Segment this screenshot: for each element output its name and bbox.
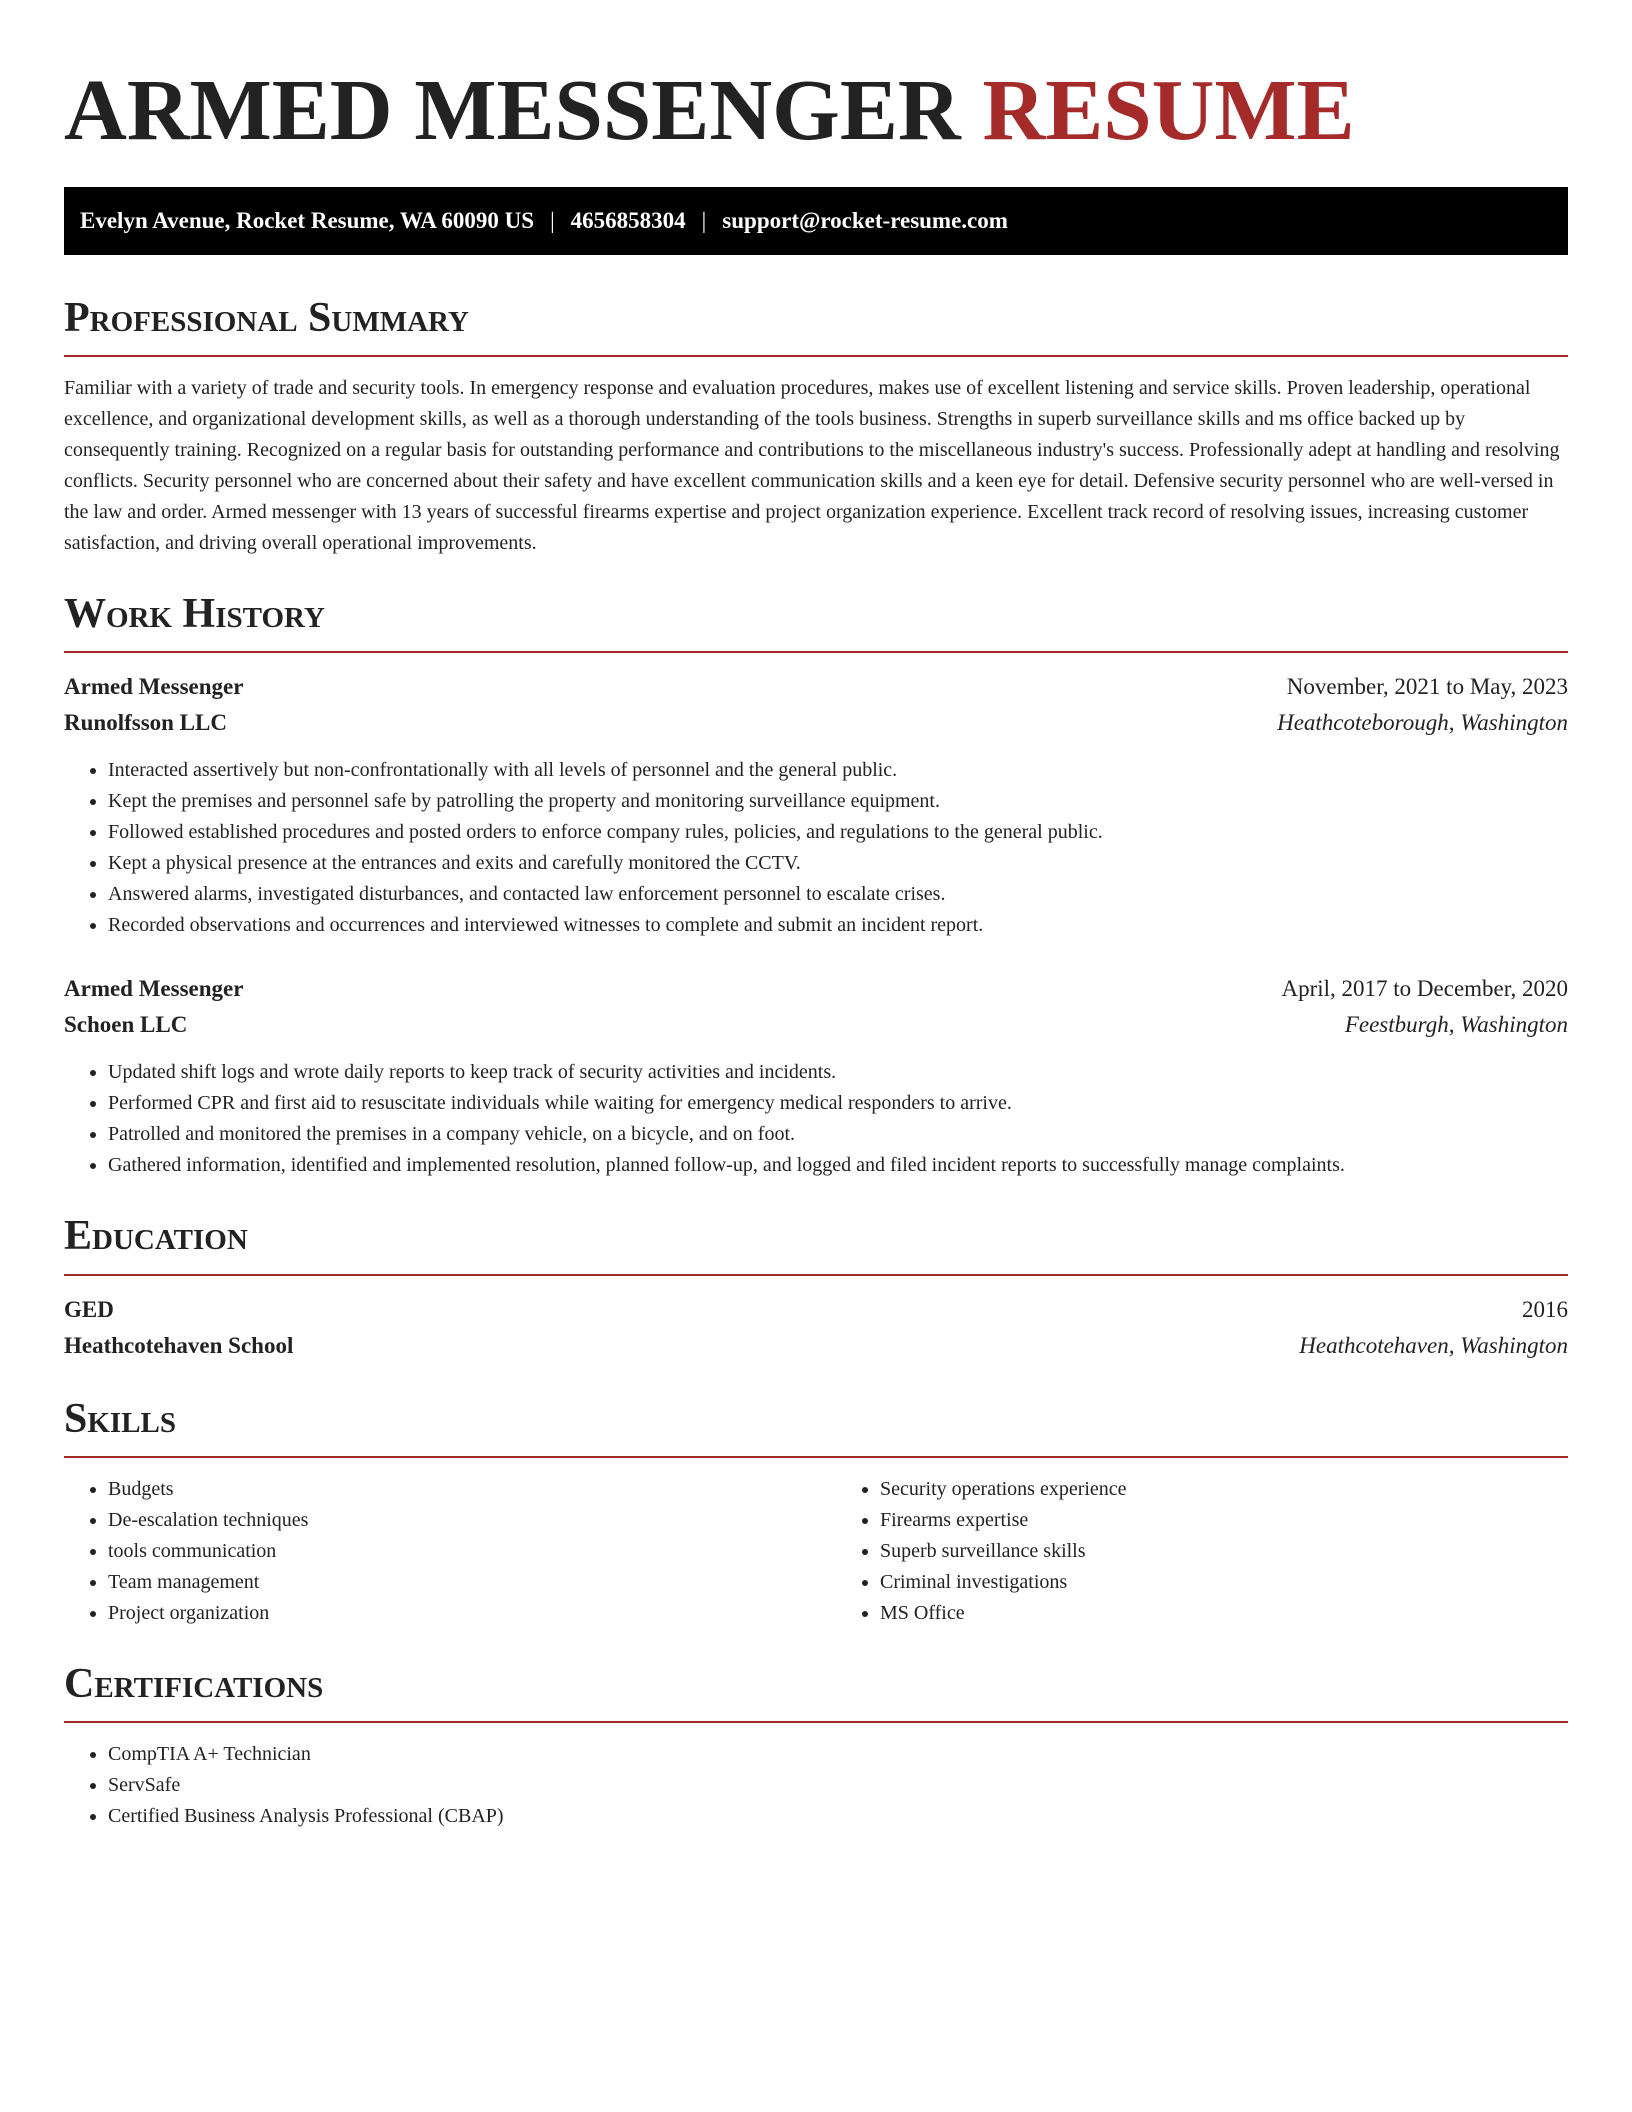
list-item: • tools communication bbox=[108, 1536, 860, 1567]
list-item: • Updated shift logs and wrote daily reports to keep track of security activities and incidents. bbox=[108, 1057, 1568, 1088]
list-item: • Certified Business Analysis Professional (CBAP) bbox=[108, 1801, 1568, 1832]
list-item: • Criminal investigations bbox=[880, 1567, 1632, 1598]
contact-separator: | bbox=[701, 208, 707, 233]
education-header-row bbox=[64, 1292, 1568, 1328]
summary-section bbox=[64, 295, 1568, 559]
resume-title bbox=[64, 56, 1568, 158]
skills-list-right bbox=[860, 1474, 1632, 1629]
job-title: Armed Messenger bbox=[64, 674, 244, 700]
list-item: • Interacted assertively but non-confrontationally with all levels of personnel and the general public. bbox=[108, 755, 1568, 786]
list-item: • Performed CPR and first aid to resuscitate individuals while waiting for emergency medical responders to arrive. bbox=[108, 1088, 1568, 1119]
contact-separator: | bbox=[550, 208, 555, 233]
summary-text: Familiar with a variety of trade and security tools. In emergency response and evaluation procedures, makes use of excellent listening and service skills. Proven leadership, operational excellence, and organizational development skills, as well as a thorough understanding of the tools business. Strengths in superb surveillance skills and ms office backed up by consequently training. Recognized on a regular basis for outstanding performance and contributions to the miscellaneous industry's success. Professionally adept at handling and resolving conflicts. Security personnel who are concerned about their safety and have excellent communication skills and a keen eye for detail. Defensive security personnel who are well-versed in the law and order. Armed messenger with 13 years of successful firearms expertise and project organization experience. Excellent track record of resolving issues, increasing customer satisfaction, and driving overall operational improvements. bbox=[64, 377, 1560, 555]
job-duties-list bbox=[64, 755, 1568, 941]
contact-phone: 4656858304 bbox=[570, 208, 686, 233]
list-item: • Team management bbox=[108, 1567, 860, 1598]
certifications-list bbox=[64, 1739, 1568, 1832]
education-year: 2016 bbox=[1522, 1296, 1568, 1322]
list-item: • CompTIA A+ Technician bbox=[108, 1739, 1568, 1770]
list-item: • Project organization bbox=[108, 1598, 860, 1629]
work-history-section bbox=[64, 591, 1568, 1181]
job-duties-list bbox=[64, 1057, 1568, 1181]
job-location: Heathcoteborough, Washington bbox=[1277, 710, 1568, 736]
job-title: Armed Messenger bbox=[64, 976, 244, 1002]
list-item: • Recorded observations and occurrences and interviewed witnesses to complete and submit an incident report. bbox=[108, 910, 1568, 941]
education-school-row bbox=[64, 1328, 1568, 1364]
section-heading: Skills bbox=[64, 1395, 177, 1442]
job-company: Schoen LLC bbox=[64, 1012, 188, 1038]
job-company-row bbox=[64, 705, 1568, 741]
education-degree: GED bbox=[64, 1296, 114, 1322]
job-header-row bbox=[64, 971, 1568, 1007]
title-accent: RESUME bbox=[982, 61, 1355, 158]
section-divider bbox=[64, 651, 1568, 653]
certifications-section bbox=[64, 1661, 1568, 1832]
skills-list-left bbox=[64, 1474, 860, 1629]
list-item: • ServSafe bbox=[108, 1770, 1568, 1801]
job-company-row bbox=[64, 1007, 1568, 1043]
section-divider bbox=[64, 355, 1568, 357]
list-item: • MS Office bbox=[880, 1598, 1632, 1629]
section-divider bbox=[64, 1274, 1568, 1276]
section-heading: Professional Summary bbox=[64, 295, 469, 341]
job-dates: April, 2017 to December, 2020 bbox=[1281, 976, 1568, 1002]
contact-email: support@rocket-resume.com bbox=[722, 208, 1008, 233]
contact-bar bbox=[64, 187, 1568, 255]
section-divider bbox=[64, 1456, 1568, 1458]
section-heading: Certifications bbox=[64, 1660, 324, 1707]
list-item: • Superb surveillance skills bbox=[880, 1536, 1632, 1567]
job-entry bbox=[64, 669, 1568, 941]
list-item: • Followed established procedures and posted orders to enforce company rules, policies, and regulations to the general public. bbox=[108, 817, 1568, 848]
skills-section bbox=[64, 1396, 1568, 1629]
list-item: • Gathered information, identified and implemented resolution, planned follow-up, and logged and filed incident reports to successfully manage complaints. bbox=[108, 1150, 1568, 1181]
job-location: Feestburgh, Washington bbox=[1344, 1012, 1568, 1038]
list-item: • Firearms expertise bbox=[880, 1505, 1632, 1536]
job-entry bbox=[64, 971, 1568, 1181]
job-company: Runolfsson LLC bbox=[64, 710, 227, 736]
education-section bbox=[64, 1213, 1568, 1363]
job-dates: November, 2021 to May, 2023 bbox=[1286, 674, 1568, 700]
education-school: Heathcotehaven School bbox=[64, 1332, 294, 1358]
list-item: • Security operations experience bbox=[880, 1474, 1632, 1505]
section-heading: Education bbox=[64, 1213, 248, 1260]
list-item: • Kept a physical presence at the entrances and exits and carefully monitored the CCTV. bbox=[108, 848, 1568, 879]
list-item: • Kept the premises and personnel safe by patrolling the property and monitoring surveillance equipment. bbox=[108, 786, 1568, 817]
list-item: • Patrolled and monitored the premises in a company vehicle, on a bicycle, and on foot. bbox=[108, 1119, 1568, 1150]
list-item: • Budgets bbox=[108, 1474, 860, 1505]
contact-address: Evelyn Avenue, Rocket Resume, WA 60090 US bbox=[80, 208, 535, 233]
section-heading: Work History bbox=[64, 591, 325, 638]
skills-columns bbox=[64, 1474, 1568, 1629]
title-name: ARMED MESSENGER bbox=[64, 61, 961, 158]
list-item: • Answered alarms, investigated disturbances, and contacted law enforcement personnel to escalate crises. bbox=[108, 879, 1568, 910]
list-item: • De-escalation techniques bbox=[108, 1505, 860, 1536]
job-header-row bbox=[64, 669, 1568, 705]
section-divider bbox=[64, 1721, 1568, 1723]
education-location: Heathcotehaven, Washington bbox=[1299, 1332, 1568, 1358]
